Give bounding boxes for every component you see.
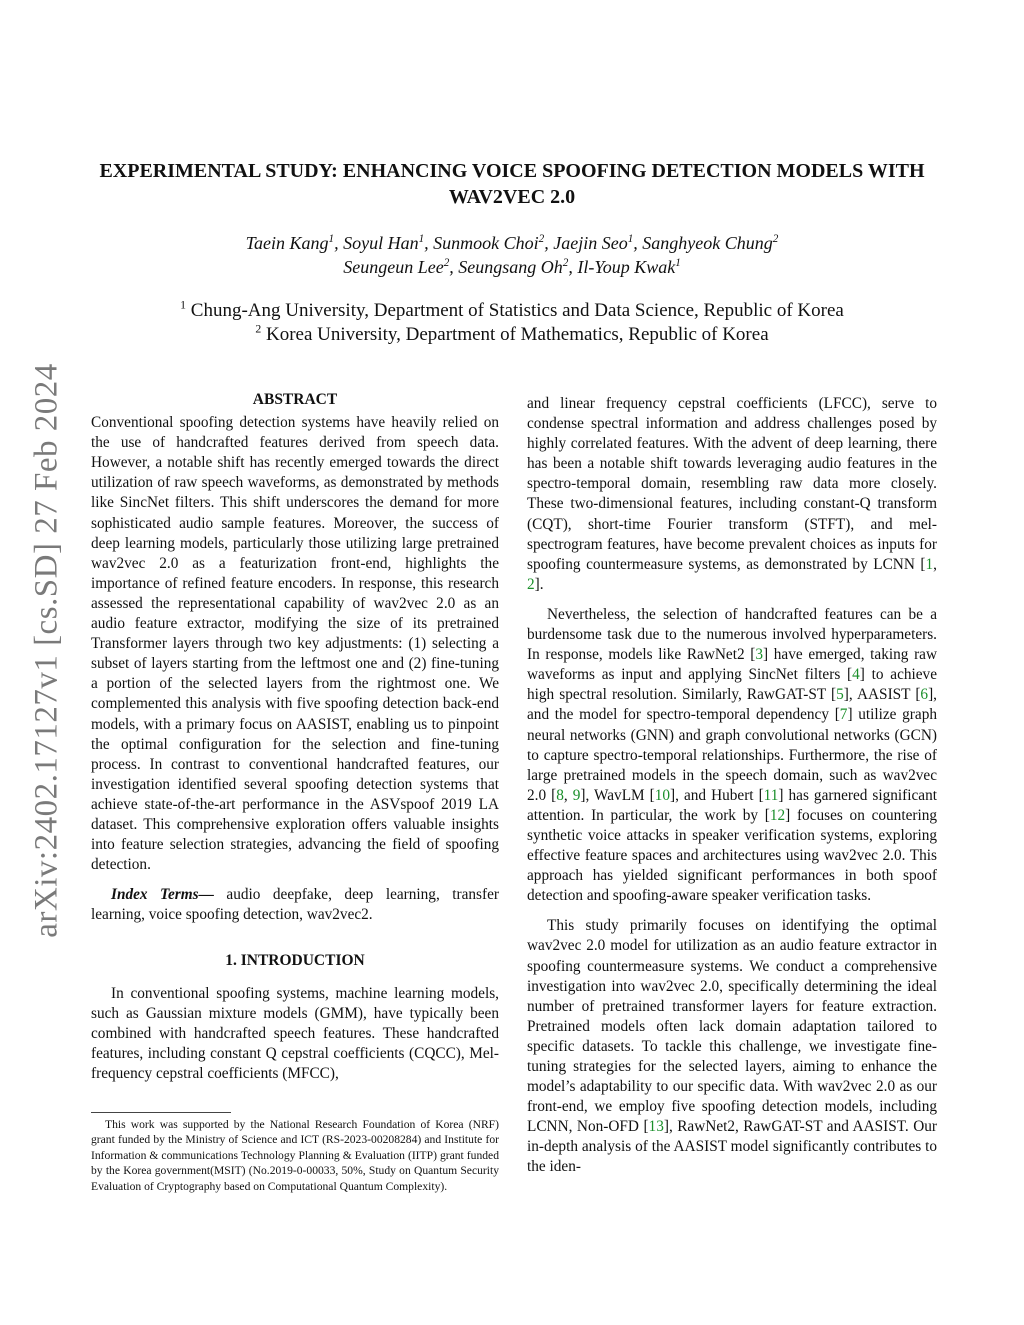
citation-link[interactable]: 2 bbox=[527, 575, 535, 593]
author-name: Sunmook Choi bbox=[433, 233, 539, 253]
affiliation-2 bbox=[90, 323, 934, 347]
citation-link[interactable]: 3 bbox=[755, 646, 764, 664]
paragraph-text: ] focuses on countering synthetic voice attacks in speaker verification systems, exploring effective feature spaces and architectures using wav2vec 2.0. This approach has yielded significant performances in both spoof detection and spoofing-aware speaker verification tasks. bbox=[527, 806, 938, 905]
paragraph-text: ]. bbox=[534, 575, 544, 593]
affiliation-1 bbox=[90, 299, 934, 323]
author-affiliation-number: 2 bbox=[443, 257, 450, 269]
intro-paragraph-1-start: In conventional spoofing systems, machine learning models, such as Gaussian mixture models (GMM), have typically been combined with handcrafted speech features. These handcrafted features, including constant Q cepstral coefficients (CQCC), Mel-frequency cepstral coefficients (MFCC), bbox=[91, 984, 499, 1082]
author-affiliation-number: 1 bbox=[418, 233, 425, 245]
author-affiliation-number: 1 bbox=[675, 257, 681, 269]
author-affiliation-number: 1 bbox=[328, 233, 335, 245]
author-name: Seungsang Oh bbox=[458, 257, 563, 277]
author-affiliation-number: 2 bbox=[562, 257, 569, 269]
affiliation-number: 2 bbox=[255, 322, 262, 336]
intro-paragraph-1-continued bbox=[527, 394, 937, 595]
author-separator: , bbox=[544, 233, 554, 253]
index-terms-text: audio deepfake, deep learning, transfer learning, voice spoofing detection, wav2vec2. bbox=[91, 886, 499, 924]
paragraph-text: ], and the model for spectro-temporal dependency [ bbox=[527, 686, 937, 724]
paper-title bbox=[90, 158, 934, 210]
arxiv-stamp-text: arXiv:2402.17127v1 [cs.SD] 27 Feb 2024 bbox=[28, 362, 65, 938]
citation-link[interactable]: 4 bbox=[852, 666, 860, 684]
paragraph-text: and linear frequency cepstral coefficients (LFCC), serve to condense spectral information and address challenges posed by highly correlated features. With the advent of deep learning, there has been a notable shift towards leveraging audio features in the spectro-temporal domain, resembling raw data more closely. These two-dimensional features, including constant-Q transform (CQT), short-time Fourier transform (STFT), and mel-spectrogram features, have become prevalent choices as inputs for spoofing countermeasure systems, as demonstrated by LCNN [ bbox=[527, 395, 937, 573]
paragraph-text: ] have emerged, taking raw waveforms as input and applying SincNet filters [ bbox=[527, 646, 937, 684]
author-name: Il-Youp Kwak bbox=[577, 257, 676, 277]
author-name: Soyul Han bbox=[343, 233, 419, 253]
citation-link[interactable]: 1 bbox=[925, 555, 934, 573]
citation-link[interactable]: 8 bbox=[556, 786, 564, 804]
title-line-2: WAV2VEC 2.0 bbox=[448, 186, 576, 208]
right-column bbox=[527, 394, 937, 1178]
footnote-rule bbox=[91, 1112, 231, 1113]
index-terms-label: Index Terms— bbox=[111, 886, 214, 904]
author-separator: , bbox=[568, 257, 578, 277]
author-line-2 bbox=[90, 255, 934, 279]
affiliation-text: Chung-Ang University, Department of Statistics and Data Science, Republic of Korea bbox=[186, 300, 844, 321]
citation-link[interactable]: 7 bbox=[839, 706, 848, 724]
paragraph-text: ] to achieve high spectral resolution. Similarly, RawGAT-ST [ bbox=[527, 666, 937, 704]
citation-link[interactable]: 5 bbox=[836, 686, 844, 704]
paragraph-text: This study primarily focuses on identifying the optimal wav2vec 2.0 model for utilization as an audio feature extractor in spoofing countermeasure systems. We conduct a comprehensive investigation into wav2vec 2.0, specifically determining the ideal number of pretrained transformer layers for feature extraction. Pretrained models often lack domain adaptation tailored to specific datasets. To tackle this challenge, we investigate fine-tuning strategies for the selected layers, aiming to enhance the model’s adaptability to our specific data. With wav2vec 2.0 as our front-end, we employ five spoofing detection models, including LCNN, Non-OFD [ bbox=[527, 917, 937, 1136]
citation-link[interactable]: 10 bbox=[654, 786, 671, 804]
paragraph-text: ], WavLM [ bbox=[580, 786, 655, 804]
author-affiliation-number: 2 bbox=[538, 233, 545, 245]
author-name: Seungeun Lee bbox=[343, 257, 444, 277]
author-name: Jaejin Seo bbox=[553, 233, 628, 253]
paragraph-text: , bbox=[563, 786, 573, 804]
intro-paragraph-3 bbox=[527, 916, 937, 1177]
author-list bbox=[90, 231, 934, 279]
author-separator: , bbox=[633, 233, 643, 253]
affiliation-list bbox=[90, 299, 934, 347]
funding-footnote bbox=[91, 1117, 499, 1194]
abstract-heading: ABSTRACT bbox=[252, 391, 338, 408]
index-terms bbox=[91, 885, 499, 925]
author-separator: , bbox=[424, 233, 434, 253]
author-separator: , bbox=[449, 257, 459, 277]
paragraph-text: ], RawNet2, RawGAT-ST and AASIST. Our in-depth analysis of the AASIST model significantly contributes to the iden- bbox=[527, 1118, 938, 1176]
paragraph-text: ], and Hubert [ bbox=[670, 786, 764, 804]
author-affiliation-number: 1 bbox=[627, 233, 634, 245]
left-column bbox=[91, 390, 499, 1084]
citation-link[interactable]: 9 bbox=[572, 786, 581, 804]
author-affiliation-number: 2 bbox=[772, 233, 779, 245]
author-separator: , bbox=[334, 233, 344, 253]
paragraph-text: ], AASIST [ bbox=[843, 686, 921, 704]
footnote-text: This work was supported by the National Research Foundation of Korea (NRF) grant funded by the Ministry of Science and ICT (RS-2023-00208284) and Institute for Information & communications Technology Planning & Evaluation (IITP) grant funded by the Korea government(MSIT) (No.2019-0-00033, 50%, Study on Quantum Security Evaluation of Cryptography based on Computational Quantum Complexity). bbox=[91, 1118, 499, 1193]
introduction-heading: 1. INTRODUCTION bbox=[225, 952, 365, 970]
author-name: Taein Kang bbox=[245, 233, 329, 253]
abstract-text: Conventional spoofing detection systems have heavily relied on the use of handcrafted features derived from speech data. However, a notable shift has recently emerged towards the direct utilization of raw speech waveforms, as demonstrated by methods like SincNet filters. This shift underscores the demand for more sophisticated audio sample features. Moreover, the success of deep learning models, particularly those utilizing large pretrained wav2vec 2.0 as a featurization front-end, highlights the importance of refined feature encoders. In response, this research assessed the representational capability of wav2vec 2.0 as an audio feature extractor, modifying the size of its pretrained Transformer layers through two key adjustments: (1) selecting a subset of layers starting from the leftmost one and (2) fine-tuning a portion of the selected layers from the rightmost one. We complemented this analysis with five spoofing detection back-end models, with a primary focus on AASIST, enabling us to pinpoint the optimal configuration for the selection and fine-tuning process. In contrast to conventional handcrafted features, our investigation identified several spoofing detection systems that achieve state-of-the-art performance in the ASVspoof 2019 LA dataset. This comprehensive exploration offers valuable insights into feature selection strategies, advancing the field of spoofing detection. bbox=[91, 414, 499, 874]
citation-link[interactable]: 12 bbox=[769, 806, 786, 824]
citation-link[interactable]: 6 bbox=[920, 686, 929, 704]
title-line-1: EXPERIMENTAL STUDY: ENHANCING VOICE SPOOFING DETECTION MODELS WITH bbox=[99, 160, 925, 182]
arxiv-stamp bbox=[18, 355, 76, 945]
paragraph-text: Nevertheless, the selection of handcrafted features can be a burdensome task due to the numerous involved hyperparameters. In response, models like RawNet2 [ bbox=[527, 605, 937, 664]
affiliation-text: Korea University, Department of Mathematics, Republic of Korea bbox=[261, 324, 769, 345]
affiliation-number: 1 bbox=[180, 298, 187, 312]
author-name: Sanghyeok Chung bbox=[642, 233, 773, 253]
paragraph-text: ] utilize graph neural networks (GNN) and graph convolutional networks (GCN) to capture spectro-temporal relationships. Furthermore, the rise of large pretrained models in the speech domain, such as wav2vec 2.0 [ bbox=[527, 706, 937, 804]
paragraph-text: , bbox=[933, 555, 937, 573]
intro-paragraph-2 bbox=[527, 605, 937, 906]
citation-link[interactable]: 11 bbox=[763, 786, 779, 804]
citation-link[interactable]: 13 bbox=[648, 1118, 664, 1136]
author-line-1 bbox=[90, 231, 934, 255]
paragraph-text: ] has garnered significant attention. In particular, the work by [ bbox=[527, 786, 937, 824]
